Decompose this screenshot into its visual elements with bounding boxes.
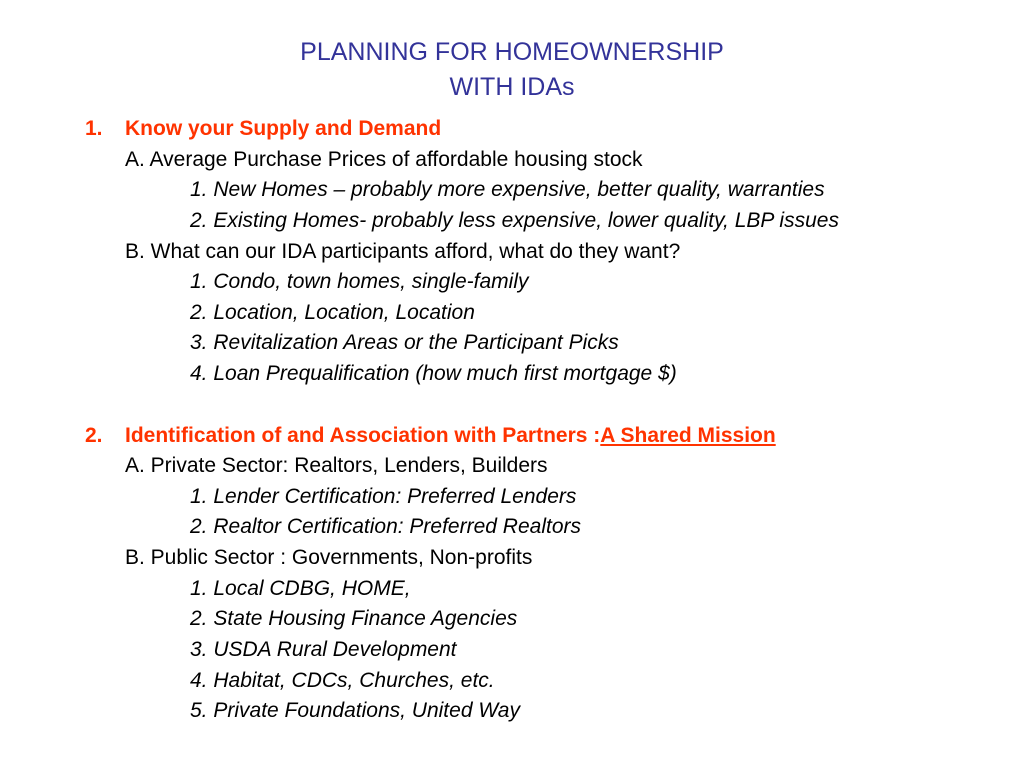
section-1-b-item-4: 4. Loan Prequalification (how much first mortgage $) [190, 362, 677, 385]
section-2-b-item-1: 1. Local CDBG, HOME, [190, 577, 411, 600]
section-1-subheading-a: A. Average Purchase Prices of affordable housing stock [125, 148, 643, 171]
section-2-number: 2. [85, 424, 103, 447]
section-2-b-item-4: 4. Habitat, CDCs, Churches, etc. [190, 669, 495, 692]
section-2-subheading-a: A. Private Sector: Realtors, Lenders, Builders [125, 454, 548, 477]
section-1-b-item-2: 2. Location, Location, Location [190, 301, 475, 324]
section-1-b-item-1: 1. Condo, town homes, single-family [190, 270, 529, 293]
section-2-a-item-1: 1. Lender Certification: Preferred Lenders [190, 485, 577, 508]
section-2-heading-underlined: A Shared Mission [600, 424, 776, 447]
section-2-heading [85, 423, 776, 449]
section-1-heading [85, 116, 442, 142]
section-1-subheading-b: B. What can our IDA participants afford, what do they want? [125, 240, 681, 263]
section-2-b-item-2: 2. State Housing Finance Agencies [190, 607, 518, 630]
section-1-b-item-3: 3. Revitalization Areas or the Participant Picks [190, 331, 619, 354]
section-2-subheading-b: B. Public Sector : Governments, Non-profits [125, 546, 533, 569]
slide-title-line-2: WITH IDAs [449, 73, 575, 101]
section-2-b-item-3: 3. USDA Rural Development [190, 638, 457, 661]
slide-title-line-1: PLANNING FOR HOMEOWNERSHIP [300, 38, 724, 66]
section-2-a-item-2: 2. Realtor Certification: Preferred Realtors [190, 515, 581, 538]
section-1-number: 1. [85, 117, 103, 140]
section-1-heading-text: Know your Supply and Demand [125, 117, 442, 140]
section-2-b-item-5: 5. Private Foundations, United Way [190, 699, 520, 722]
section-2-heading-text: Identification of and Association with Partners : [125, 424, 601, 447]
section-1-a-item-1: 1. New Homes – probably more expensive, better quality, warranties [190, 178, 825, 201]
section-1-a-item-2: 2. Existing Homes- probably less expensive, lower quality, LBP issues [190, 209, 839, 232]
